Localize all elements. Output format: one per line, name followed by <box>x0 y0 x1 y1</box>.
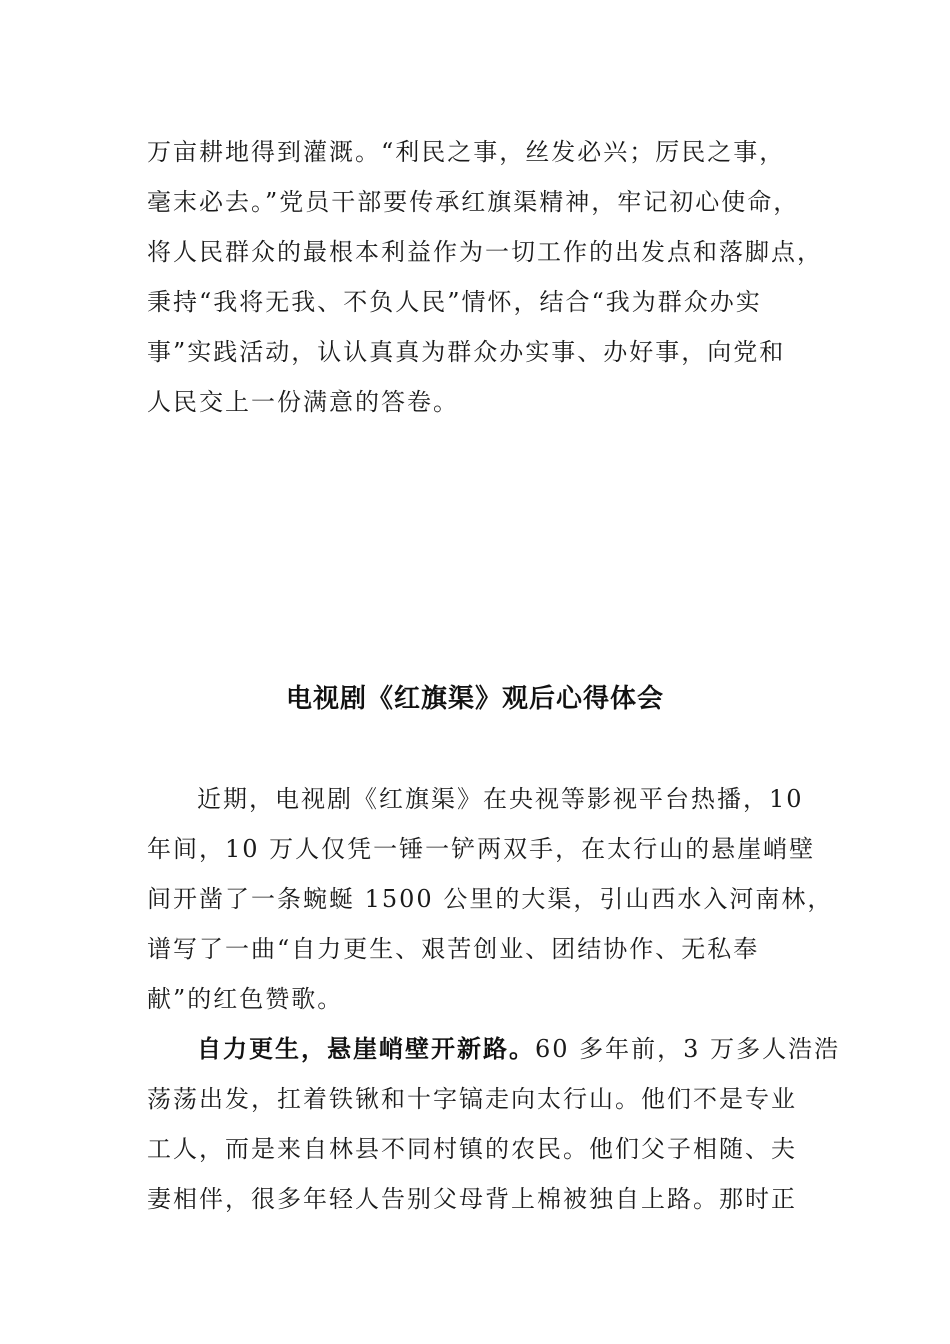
paragraph-lead-line <box>197 1034 840 1064</box>
paragraph-lead-heading: 自力更生，悬崖峭壁开新路。 <box>197 1034 535 1063</box>
body-text-line: 万亩耕地得到灌溉。“利民之事，丝发必兴；厉民之事， <box>147 138 786 166</box>
body-text-line: 事”实践活动，认认真真为群众办实事、办好事，向党和 <box>147 338 786 366</box>
body-text-line: 人民交上一份满意的答卷。 <box>147 388 459 416</box>
body-text-line: 近期，电视剧《红旗渠》在央视等影视平台热播，10 <box>197 785 804 813</box>
body-text-line: 秉持“我将无我、不负人民”情怀，结合“我为群众办实 <box>147 288 762 316</box>
body-text-line: 间开凿了一条蜿蜒 1500 公里的大渠，引山西水入河南林， <box>147 885 834 913</box>
body-text-span: 60 多年前，3 万多人浩浩 <box>535 1035 841 1063</box>
body-text-line: 工人，而是来自林县不同村镇的农民。他们父子相随、夫 <box>147 1135 797 1163</box>
body-text-line: 将人民群众的最根本利益作为一切工作的出发点和落脚点， <box>147 238 823 266</box>
body-text-line: 年间，10 万人仅凭一锤一铲两双手，在太行山的悬崖峭壁 <box>147 835 816 863</box>
body-text-line: 妻相伴，很多年轻人告别父母背上棉被独自上路。那时正 <box>147 1185 797 1213</box>
body-text-line: 献”的红色赞歌。 <box>147 985 344 1013</box>
body-text-line: 谱写了一曲“自力更生、艰苦创业、团结协作、无私奉 <box>147 935 760 963</box>
body-text-line: 毫末必去。”党员干部要传承红旗渠精神，牢记初心使命， <box>147 188 800 216</box>
article-title: 电视剧《红旗渠》观后心得体会 <box>285 684 664 714</box>
body-text-line: 荡荡出发，扛着铁锹和十字镐走向太行山。他们不是专业 <box>147 1085 797 1113</box>
